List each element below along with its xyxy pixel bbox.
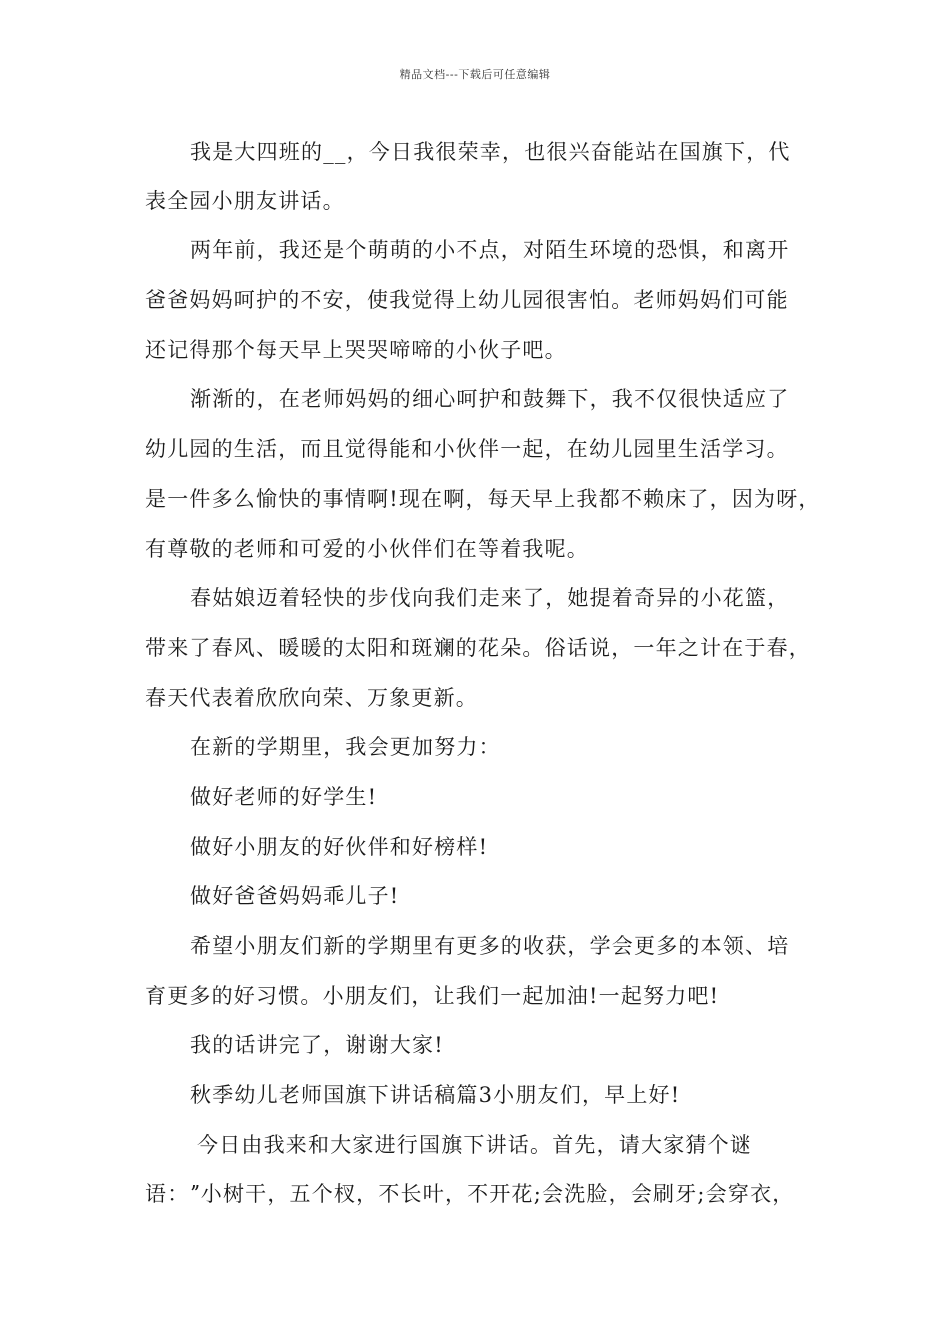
- paragraph-line: 做好老师的好学生!: [190, 785, 378, 809]
- paragraph-line: 春天代表着欣欣向荣、万象更新。: [145, 686, 478, 710]
- paragraph-line: 希望小朋友们新的学期里有更多的收获，学会更多的本领、培: [190, 934, 790, 958]
- paragraph-line: 做好爸爸妈妈乖儿子!: [190, 884, 400, 908]
- paragraph-line: 今日由我来和大家进行国旗下讲话。首先，请大家猜个谜: [197, 1133, 752, 1157]
- section-title-line: 秋季幼儿老师国旗下讲话稿篇3小朋友们，早上好!: [190, 1083, 681, 1107]
- page-header: 精品文档---下载后可任意编辑: [399, 68, 551, 81]
- paragraph-line: 带来了春风、暖暖的太阳和斑斓的花朵。俗话说，一年之计在于春，: [145, 636, 811, 660]
- paragraph-line: 春姑娘迈着轻快的步伐向我们走来了，她提着奇异的小花篮，: [190, 586, 790, 610]
- paragraph-line: 我的话讲完了，谢谢大家!: [190, 1033, 444, 1057]
- paragraph-line: 还记得那个每天早上哭哭啼啼的小伙子吧。: [145, 338, 567, 362]
- paragraph-line: 育更多的好习惯。小朋友们，让我们一起加油!一起努力吧!: [145, 984, 720, 1008]
- paragraph-line: 有尊敬的老师和可爱的小伙伴们在等着我呢。: [145, 537, 589, 561]
- paragraph-line: 爸爸妈妈呵护的不安，使我觉得上幼儿园很害怕。老师妈妈们可能: [145, 288, 789, 312]
- paragraph-line: 两年前，我还是个萌萌的小不点，对陌生环境的恐惧，和离开: [190, 238, 790, 262]
- paragraph-line: 表全园小朋友讲话。: [145, 189, 345, 213]
- paragraph-line: 我是大四班的__，今日我很荣幸，也很兴奋能站在国旗下，代: [190, 140, 791, 164]
- paragraph-line: 语：ˮ小树干，五个杈，不长叶，不开花;会洗脸，会刷牙;会穿衣，: [145, 1182, 795, 1206]
- paragraph-line: 做好小朋友的好伙伴和好榜样!: [190, 835, 489, 859]
- paragraph-line: 幼儿园的生活，而且觉得能和小伙伴一起，在幼儿园里生活学习。: [145, 437, 789, 461]
- paragraph-line: 渐渐的，在老师妈妈的细心呵护和鼓舞下，我不仅很快适应了: [190, 387, 790, 411]
- paragraph-line: 是一件多么愉快的事情啊!现在啊，每天早上我都不赖床了，因为呀，: [145, 487, 821, 511]
- paragraph-line: 在新的学期里，我会更加努力：: [190, 735, 501, 759]
